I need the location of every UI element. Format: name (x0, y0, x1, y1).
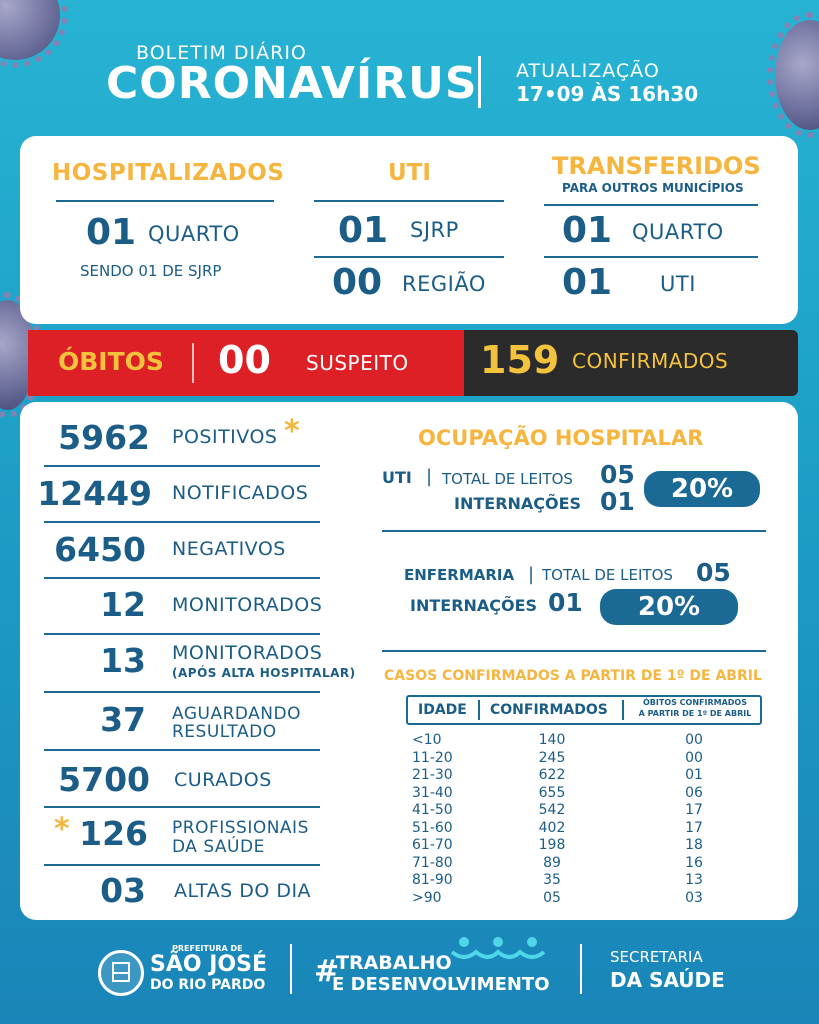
casos-col-sep (622, 700, 624, 720)
casos-col-obitos-2: A PARTIR DE 1º DE ABRIL (638, 709, 752, 718)
footer-divider (580, 944, 582, 994)
stat-divider (44, 465, 320, 467)
transferidos-value-uti: 01 (562, 262, 613, 303)
stat-value-negativos: 6450 (54, 530, 146, 569)
stat-label2-aguardando: RESULTADO (172, 722, 277, 742)
stat-divider (44, 577, 320, 579)
footer-trabalho: TRABALHO (336, 952, 452, 974)
footer-cidade-2: DO RIO PARDO (150, 977, 266, 993)
ocupacao-enfermaria-intern-label: INTERNAÇÕES (410, 596, 538, 615)
footer-secretaria: SECRETARIA (610, 948, 703, 966)
casos-col-sep (478, 700, 480, 720)
hospitalizados-line (56, 200, 274, 202)
stat-sublabel-monitorados-alta: (APÓS ALTA HOSPITALAR) (172, 666, 356, 680)
footer-prefeitura: PREFEITURA DE (172, 944, 243, 953)
casos-col-obitos-1: ÓBITOS CONFIRMADOS (642, 698, 747, 707)
update-label: ATUALIZAÇÃO (516, 60, 660, 82)
virus-illustration-top-left (0, 0, 60, 60)
city-crest-icon (98, 950, 144, 996)
uti-title: UTI (388, 160, 431, 186)
stat-label-notificados: NOTIFICADOS (172, 482, 309, 504)
stat-divider (44, 806, 320, 808)
stat-divider (44, 691, 320, 693)
uti-value-regiao: 00 (332, 262, 383, 303)
ocupacao-uti-intern-label: INTERNAÇÕES (454, 494, 582, 513)
stat-star-profissionais: * (54, 812, 70, 847)
stat-value-monitorados: 12 (100, 585, 146, 624)
ocupacao-title: OCUPAÇÃO HOSPITALAR (418, 426, 704, 450)
stat-divider (44, 521, 320, 523)
footer-divider (290, 944, 292, 994)
hospitalizados-label: QUARTO (148, 222, 240, 246)
uti-label-regiao: REGIÃO (402, 272, 486, 296)
casos-title: CASOS CONFIRMADOS A PARTIR DE 1º DE ABRIL (384, 668, 762, 684)
header-title: CORONAVÍRUS (106, 58, 478, 109)
ocupacao-uti-label: UTI (382, 468, 412, 487)
stat-value-monitorados-alta: 13 (100, 641, 146, 680)
uti-line-1 (314, 200, 504, 202)
transferidos-title: TRANSFERIDOS (552, 152, 761, 180)
obitos-confirmados-label: CONFIRMADOS (572, 349, 729, 373)
casos-col-confirmados: CONFIRMADOS (490, 702, 608, 718)
stat-value-profissionais: 126 (79, 814, 148, 853)
casos-confirmados-column: 140 245 622 655 542 402 198 89 35 05 (538, 732, 566, 906)
stat-value-notificados: 12449 (37, 474, 152, 513)
footer-desenvolvimento: E DESENVOLVIMENTO (332, 974, 550, 995)
uti-value-sjrp: 01 (338, 210, 389, 251)
stat-star-positivos: * (284, 414, 300, 449)
stat-label-altas: ALTAS DO DIA (174, 880, 312, 902)
stat-value-curados: 5700 (58, 760, 150, 799)
ocupacao-uti-intern-value: 01 (600, 487, 635, 516)
ocupacao-enfermaria-total-label: TOTAL DE LEITOS (542, 566, 673, 584)
ocupacao-uti-total-value: 05 (600, 460, 635, 489)
obitos-confirmados-value: 159 (480, 338, 560, 382)
waves-logo-icon (448, 934, 548, 964)
ocupacao-uti-total-label: TOTAL DE LEITOS (442, 470, 573, 488)
transferidos-line-1 (544, 204, 758, 206)
stat-label2-profissionais: DA SAÚDE (172, 837, 265, 857)
update-date: 17•09 ÀS 16h30 (516, 82, 699, 106)
transferidos-value-quarto: 01 (562, 210, 613, 251)
obitos-suspeito-label: SUSPEITO (306, 351, 409, 375)
crest-icon (101, 953, 141, 993)
casos-obitos-column: 00 00 01 06 17 17 18 16 13 03 (685, 732, 703, 906)
stat-label-aguardando: AGUARDANDO (172, 704, 301, 724)
ocupacao-enfermaria-percent: 20% (600, 589, 738, 625)
ocupacao-divider-2 (382, 650, 766, 652)
header-divider (478, 56, 481, 108)
header-subtitle: BOLETIM DIÁRIO (136, 42, 307, 64)
stat-label-monitorados: MONITORADOS (172, 594, 323, 616)
ocupacao-enfermaria-total-value: 05 (696, 558, 731, 587)
stat-label-profissionais: PROFISSIONAIS (172, 818, 309, 838)
hospitalizados-note: SENDO 01 DE SJRP (80, 262, 222, 280)
transferidos-label-uti: UTI (660, 272, 696, 296)
transferidos-label-quarto: QUARTO (632, 220, 724, 244)
footer-cidade-1: SÃO JOSÉ (150, 952, 267, 977)
footer-hashtag: # (314, 954, 340, 989)
obitos-divider (192, 343, 194, 383)
ocupacao-uti-sep: | (426, 466, 433, 487)
stat-value-aguardando: 37 (100, 700, 146, 739)
stat-label-curados: CURADOS (174, 769, 272, 791)
ocupacao-uti-percent: 20% (644, 471, 760, 507)
transferidos-subtitle: PARA OUTROS MUNICÍPIOS (562, 181, 744, 195)
footer-saude: DA SAÚDE (610, 968, 725, 992)
uti-label-sjrp: SJRP (410, 218, 459, 242)
obitos-suspeito-value: 00 (218, 338, 271, 382)
stat-value-positivos: 5962 (58, 418, 150, 457)
ocupacao-enfermaria-intern-value: 01 (548, 588, 583, 617)
ocupacao-enfermaria-label: ENFERMARIA (404, 566, 515, 584)
ocupacao-enfermaria-sep: | (528, 564, 535, 585)
transferidos-line-2 (544, 256, 758, 258)
uti-line-2 (314, 256, 504, 258)
casos-col-idade: IDADE (418, 702, 467, 718)
obitos-label: ÓBITOS (58, 347, 164, 376)
casos-idade-column: <10 11-20 21-30 31-40 41-50 51-60 61-70 71-80 81-90 >90 (412, 732, 453, 906)
ocupacao-divider-1 (382, 530, 766, 532)
stat-divider (44, 749, 320, 751)
stat-label-monitorados-alta: MONITORADOS (172, 642, 323, 664)
hospitalizados-value: 01 (86, 212, 137, 253)
hospitalizados-title: HOSPITALIZADOS (52, 160, 285, 186)
virus-illustration-top-right (775, 20, 819, 130)
stat-divider (44, 633, 320, 635)
stat-divider (44, 864, 320, 866)
stat-label-positivos: POSITIVOS (172, 426, 278, 448)
stat-value-altas: 03 (100, 871, 146, 910)
stat-label-negativos: NEGATIVOS (172, 538, 286, 560)
